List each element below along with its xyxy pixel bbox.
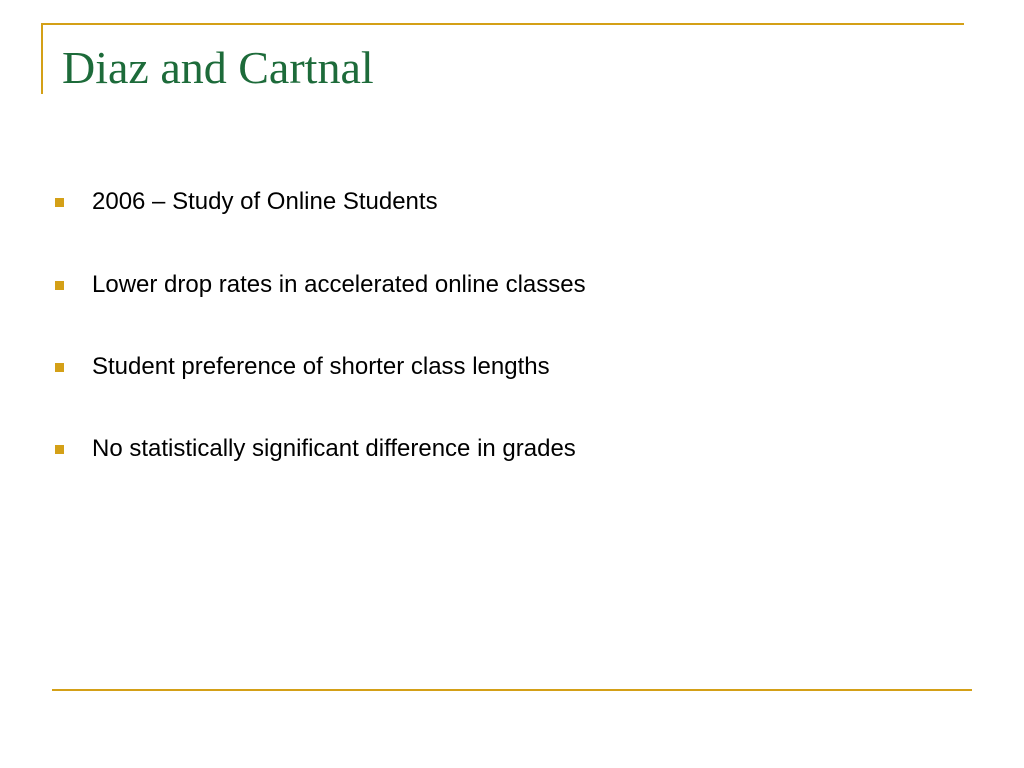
bullet-item [55,427,576,471]
square-bullet-icon [55,198,64,207]
square-bullet-icon [55,445,64,454]
bullet-text: No statistically significant difference in grades [92,435,576,462]
bullet-item [55,345,550,389]
bullet-text: Lower drop rates in accelerated online classes [92,271,586,298]
bullet-item [55,180,438,224]
left-accent-line [41,23,43,94]
square-bullet-icon [55,281,64,290]
bottom-accent-line [52,689,972,691]
bullet-text: Student preference of shorter class lengths [92,353,550,380]
square-bullet-icon [55,363,64,372]
bullet-text: 2006 – Study of Online Students [92,188,438,215]
top-accent-line [41,23,964,25]
slide-title: Diaz and Cartnal [62,42,374,93]
bullet-item [55,263,586,307]
